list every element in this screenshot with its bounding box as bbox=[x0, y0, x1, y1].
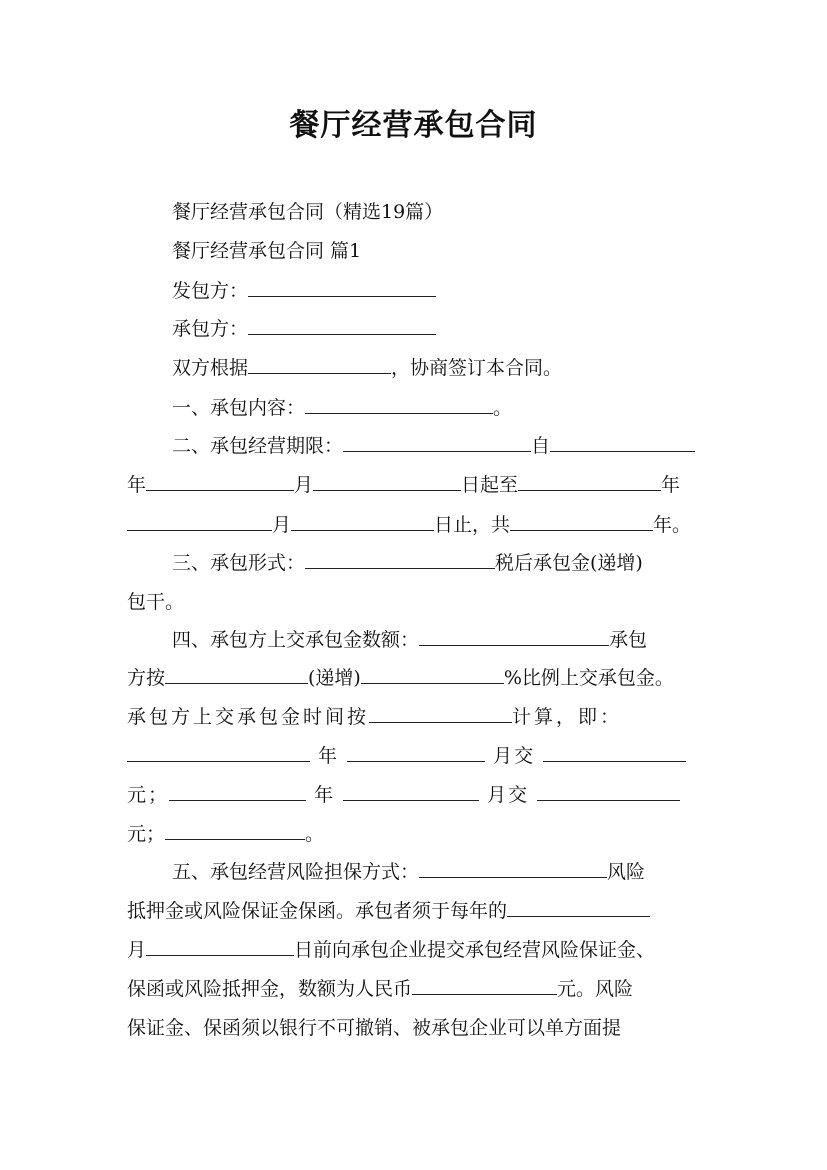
basis-post: ，协商签订本合同。 bbox=[391, 357, 563, 379]
clause-4-yuan-1: 元； bbox=[127, 784, 170, 806]
clause-2-blank-3 bbox=[146, 472, 294, 491]
clause-5-line-4-post: 元。风险 bbox=[557, 978, 634, 1000]
clause-2-blank-8 bbox=[510, 512, 653, 531]
clause-5-line-4-pre: 保函或风险抵押金，数额为人民币 bbox=[127, 978, 413, 1000]
clause-5-line-3-post: 日前向承包企业提交承包经营风险保证金、 bbox=[294, 939, 656, 961]
clause-4-line-4 bbox=[127, 743, 686, 769]
clause-5-line-4 bbox=[127, 976, 633, 1002]
clause-2-from: 自 bbox=[531, 435, 551, 457]
clause-2-label: 二、承包经营期限： bbox=[172, 435, 344, 457]
clause-2-day-to: 日止，共 bbox=[434, 514, 511, 536]
clause-5-blank-3 bbox=[146, 937, 294, 956]
clause-4-blank-10 bbox=[537, 782, 680, 801]
clause-4-blank-11 bbox=[165, 821, 305, 840]
clause-4-line-2-post: %比例上交承包金。 bbox=[503, 667, 674, 689]
clause-4-blank-9 bbox=[343, 782, 479, 801]
clause-2-year-2: 年 bbox=[661, 474, 681, 496]
clause-4-year-1: 年 bbox=[318, 745, 340, 767]
clause-4-blank-8 bbox=[169, 782, 306, 801]
clause-2-line-2 bbox=[127, 472, 680, 498]
party-b-blank bbox=[248, 316, 436, 335]
clause-2-blank-2 bbox=[550, 433, 695, 452]
clause-3-line-1 bbox=[172, 550, 643, 576]
section-heading: 餐厅经营承包合同 篇1 bbox=[172, 240, 362, 262]
clause-2-blank-4 bbox=[313, 472, 461, 491]
clause-2-blank-1 bbox=[343, 433, 531, 452]
clause-5-blank-2 bbox=[507, 898, 650, 917]
clause-4-blank-4 bbox=[369, 704, 512, 723]
clause-4-end: 。 bbox=[305, 823, 325, 845]
clause-4-blank-7 bbox=[543, 743, 686, 762]
clause-3-line-2: 包干。 bbox=[127, 591, 185, 613]
clause-1-end: 。 bbox=[493, 397, 513, 419]
clause-2-blank-6 bbox=[127, 512, 272, 531]
clause-3-blank bbox=[305, 550, 495, 569]
clause-2-years-end: 年。 bbox=[653, 514, 692, 536]
clause-4-line-2-mid: (递增) bbox=[308, 667, 361, 689]
document-subtitle: 餐厅经营承包合同（精选19篇） bbox=[172, 201, 444, 223]
clause-5-line-3 bbox=[127, 937, 655, 963]
clause-4-blank-1 bbox=[419, 627, 609, 646]
clause-2-month-2: 月 bbox=[272, 514, 292, 536]
clause-1-label: 一、承包内容： bbox=[172, 397, 306, 419]
clause-4-month-pay-2: 月交 bbox=[487, 784, 530, 806]
party-a-label: 发包方： bbox=[172, 280, 249, 302]
clause-5-line-3-pre: 月 bbox=[127, 939, 147, 961]
clause-4-tail: 承包 bbox=[609, 629, 648, 651]
party-b-label: 承包方： bbox=[172, 318, 249, 340]
clause-4-yuan-2: 元； bbox=[127, 823, 166, 845]
clause-4-blank-3 bbox=[361, 665, 504, 684]
clause-3-tail: 税后承包金(递增) bbox=[495, 552, 643, 574]
clause-2-line-1 bbox=[172, 433, 695, 459]
clause-4-line-2 bbox=[127, 665, 674, 691]
clause-2-year-1: 年 bbox=[127, 474, 147, 496]
clause-2-month-1: 月 bbox=[294, 474, 314, 496]
clause-5-line-2-pre: 抵押金或风险保证金保函。承包者须于每年的 bbox=[127, 900, 508, 922]
clause-4-label: 四、承包方上交承包金数额： bbox=[172, 629, 420, 651]
clause-4-blank-5 bbox=[127, 743, 310, 762]
clause-5-blank-1 bbox=[419, 859, 607, 878]
clause-2-line-3 bbox=[127, 512, 691, 538]
document-title: 餐厅经营承包合同 bbox=[289, 108, 538, 143]
clause-5-line-5: 保证金、保函须以银行不可撤销、被承包企业可以单方面提 bbox=[127, 1017, 622, 1039]
clause-5-tail: 风险 bbox=[607, 861, 646, 883]
clause-4-year-2: 年 bbox=[314, 784, 336, 806]
clause-3-label: 三、承包形式： bbox=[172, 552, 306, 574]
clause-2-blank-7 bbox=[291, 512, 434, 531]
basis-line bbox=[172, 355, 562, 381]
clause-5-line-1 bbox=[172, 859, 645, 885]
clause-4-line-6 bbox=[127, 821, 324, 847]
clause-4-month-pay-1: 月交 bbox=[493, 745, 536, 767]
clause-4-blank-6 bbox=[347, 743, 485, 762]
party-a-line bbox=[172, 278, 436, 304]
party-b-line bbox=[172, 316, 436, 342]
clause-4-line-3 bbox=[127, 704, 622, 730]
clause-1 bbox=[172, 395, 512, 421]
clause-5-line-2 bbox=[127, 898, 650, 924]
clause-1-blank bbox=[305, 395, 493, 414]
clause-4-line-3-post: 计算，即： bbox=[512, 706, 623, 728]
clause-2-day-from: 日起至 bbox=[461, 474, 519, 496]
clause-4-line-5 bbox=[127, 782, 680, 808]
clause-4-line-3-pre: 承包方上交承包金时间按 bbox=[127, 706, 370, 728]
clause-2-blank-5 bbox=[518, 472, 661, 491]
basis-blank bbox=[248, 355, 391, 374]
basis-pre: 双方根据 bbox=[172, 357, 249, 379]
clause-4-line-2-pre: 方按 bbox=[127, 667, 166, 689]
clause-5-label: 五、承包经营风险担保方式： bbox=[172, 861, 420, 883]
clause-4-line-1 bbox=[172, 627, 647, 653]
party-a-blank bbox=[248, 278, 436, 297]
clause-5-blank-4 bbox=[412, 976, 557, 995]
clause-4-blank-2 bbox=[165, 665, 308, 684]
